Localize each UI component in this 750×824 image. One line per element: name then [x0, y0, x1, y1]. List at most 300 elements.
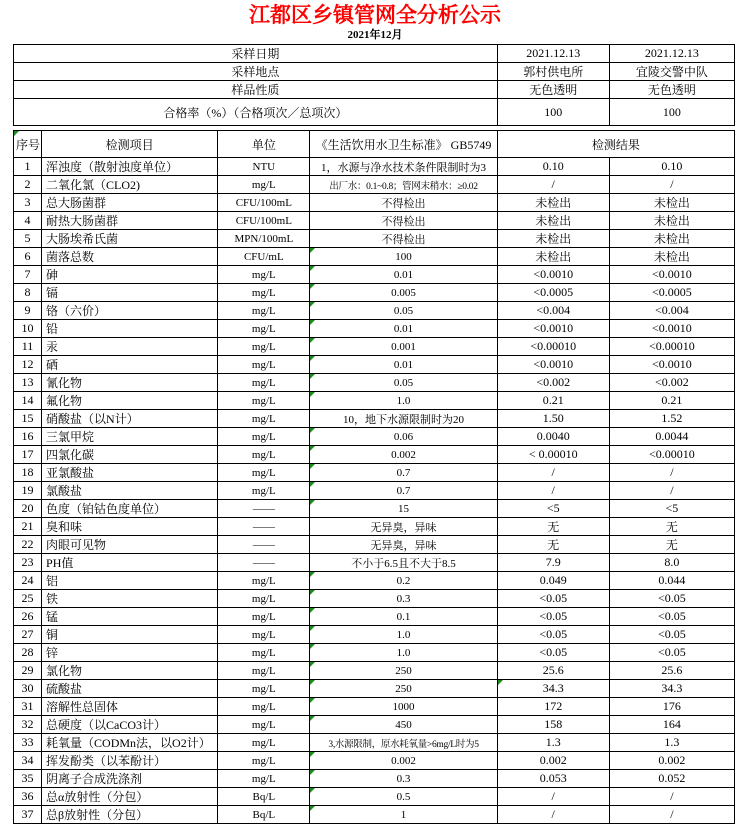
result-2-cell: <0.004 — [609, 302, 734, 320]
sampling-location-value-1: 郭村供电所 — [497, 63, 609, 81]
text-format-flag-icon — [310, 356, 315, 361]
summary-table — [13, 44, 735, 126]
row-no-cell: 24 — [14, 572, 42, 590]
item-name-cell: 大肠埃希氏菌 — [42, 230, 218, 248]
row-no-cell: 35 — [14, 770, 42, 788]
result-1-cell: < 0.00010 — [497, 446, 609, 464]
standard-cell: 10，地下水源限制时为20 — [310, 410, 497, 428]
result-2-cell: 0.002 — [609, 752, 734, 770]
text-format-flag-icon — [310, 572, 315, 577]
sampling-date-value-2: 2021.12.13 — [609, 45, 734, 63]
item-name-cell: PH值 — [42, 554, 218, 572]
standard-cell: 不小于6.5且不大于8.5 — [310, 554, 497, 572]
table-row — [14, 230, 735, 248]
row-no-cell: 18 — [14, 464, 42, 482]
row-no-cell: 26 — [14, 608, 42, 626]
text-format-flag-icon — [310, 608, 315, 613]
result-2-cell: 34.3 — [609, 680, 734, 698]
header-item: 检测项目 — [42, 131, 218, 158]
result-1-cell: 未检出 — [497, 248, 609, 266]
unit-cell: —— — [218, 500, 310, 518]
result-2-cell: <0.0010 — [609, 320, 734, 338]
table-row — [14, 716, 735, 734]
standard-cell: 1.0 — [310, 626, 497, 644]
item-name-cell: 耐热大肠菌群 — [42, 212, 218, 230]
result-1-cell: 未检出 — [497, 212, 609, 230]
item-name-cell: 溶解性总固体 — [42, 698, 218, 716]
text-format-flag-icon — [310, 248, 315, 253]
row-no-cell: 5 — [14, 230, 42, 248]
item-name-cell: 二氧化氯（CLO2) — [42, 176, 218, 194]
text-format-flag-icon — [310, 320, 315, 325]
standard-cell: 0.01 — [310, 356, 497, 374]
unit-cell: CFU/100mL — [218, 194, 310, 212]
item-name-cell: 氯酸盐 — [42, 482, 218, 500]
result-1-cell: <0.0010 — [497, 266, 609, 284]
item-name-cell: 硒 — [42, 356, 218, 374]
table-row — [14, 194, 735, 212]
item-name-cell: 汞 — [42, 338, 218, 356]
item-name-cell: 耗氧量（CODMn法，以O2计） — [42, 734, 218, 752]
unit-cell: mg/L — [218, 302, 310, 320]
row-no-cell: 15 — [14, 410, 42, 428]
result-1-cell: 1.3 — [497, 734, 609, 752]
row-no-cell: 27 — [14, 626, 42, 644]
standard-cell: 100 — [310, 248, 497, 266]
standard-cell: 0.7 — [310, 482, 497, 500]
row-no-cell: 7 — [14, 266, 42, 284]
table-row — [14, 392, 735, 410]
unit-cell: mg/L — [218, 590, 310, 608]
result-1-cell: / — [497, 176, 609, 194]
pass-rate-row — [14, 99, 735, 126]
row-no-cell: 33 — [14, 734, 42, 752]
text-format-flag-icon — [310, 302, 315, 307]
standard-cell: 无异臭，异味 — [310, 536, 497, 554]
table-row — [14, 302, 735, 320]
result-1-cell: 0.002 — [497, 752, 609, 770]
standard-cell: 0.002 — [310, 446, 497, 464]
pass-rate-value-1: 100 — [497, 99, 609, 126]
unit-cell: mg/L — [218, 752, 310, 770]
standard-cell: 0.1 — [310, 608, 497, 626]
results-table-body — [14, 158, 735, 824]
result-2-cell: <0.05 — [609, 590, 734, 608]
result-2-cell: 1.3 — [609, 734, 734, 752]
standard-cell: 0.01 — [310, 266, 497, 284]
unit-cell: mg/L — [218, 572, 310, 590]
result-2-cell: 1.52 — [609, 410, 734, 428]
unit-cell: mg/L — [218, 446, 310, 464]
text-format-flag-icon — [310, 662, 315, 667]
table-row — [14, 428, 735, 446]
result-1-cell: 1.50 — [497, 410, 609, 428]
row-no-cell: 10 — [14, 320, 42, 338]
item-name-cell: 色度（铂钴色度单位） — [42, 500, 218, 518]
result-1-cell: 无 — [497, 518, 609, 536]
unit-cell: mg/L — [218, 698, 310, 716]
text-format-flag-icon — [310, 644, 315, 649]
result-1-cell: / — [497, 788, 609, 806]
table-row — [14, 626, 735, 644]
result-2-cell: / — [609, 806, 734, 824]
item-name-cell: 菌落总数 — [42, 248, 218, 266]
text-format-flag-icon — [310, 482, 315, 487]
unit-cell: MPN/100mL — [218, 230, 310, 248]
unit-cell: mg/L — [218, 320, 310, 338]
row-no-cell: 1 — [14, 158, 42, 176]
standard-cell: 0.7 — [310, 464, 497, 482]
standard-cell: 1，水源与净水技术条件限制时为3 — [310, 158, 497, 176]
sample-nature-label: 样品性质 — [14, 81, 498, 99]
row-no-cell: 11 — [14, 338, 42, 356]
item-name-cell: 总硬度（以CaCO3计） — [42, 716, 218, 734]
row-no-cell: 23 — [14, 554, 42, 572]
table-row — [14, 536, 735, 554]
table-row — [14, 212, 735, 230]
text-format-flag-icon — [310, 392, 315, 397]
result-1-cell: 未检出 — [497, 230, 609, 248]
row-no-cell: 30 — [14, 680, 42, 698]
item-name-cell: 镉 — [42, 284, 218, 302]
item-name-cell: 氯化物 — [42, 662, 218, 680]
standard-cell: 0.002 — [310, 752, 497, 770]
table-row — [14, 518, 735, 536]
result-2-cell: / — [609, 176, 734, 194]
standard-cell: 0.3 — [310, 590, 497, 608]
result-2-cell: <0.0010 — [609, 356, 734, 374]
result-2-cell: 164 — [609, 716, 734, 734]
row-no-cell: 31 — [14, 698, 42, 716]
row-no-cell: 20 — [14, 500, 42, 518]
text-format-flag-icon — [310, 374, 315, 379]
row-no-cell: 9 — [14, 302, 42, 320]
table-row — [14, 464, 735, 482]
item-name-cell: 浑浊度（散射浊度单位） — [42, 158, 218, 176]
unit-cell: NTU — [218, 158, 310, 176]
result-1-cell: 0.0040 — [497, 428, 609, 446]
standard-cell: 0.05 — [310, 302, 497, 320]
row-no-cell: 22 — [14, 536, 42, 554]
unit-cell: —— — [218, 536, 310, 554]
result-2-cell: 未检出 — [609, 230, 734, 248]
table-row — [14, 284, 735, 302]
text-format-flag-icon — [310, 266, 315, 271]
item-name-cell: 挥发酚类（以苯酚计） — [42, 752, 218, 770]
sampling-location-value-2: 宜陵交警中队 — [609, 63, 734, 81]
result-1-cell: <0.05 — [497, 626, 609, 644]
pass-rate-label: 合格率（%）（合格项次／总项次） — [14, 99, 498, 126]
row-no-cell: 28 — [14, 644, 42, 662]
item-name-cell: 肉眼可见物 — [42, 536, 218, 554]
sample-nature-row — [14, 81, 735, 99]
standard-cell: 0.01 — [310, 320, 497, 338]
result-2-cell: <0.00010 — [609, 446, 734, 464]
result-1-cell: 0.053 — [497, 770, 609, 788]
unit-cell: mg/L — [218, 680, 310, 698]
result-1-cell: 158 — [497, 716, 609, 734]
table-row — [14, 266, 735, 284]
standard-cell: 450 — [310, 716, 497, 734]
unit-cell: mg/L — [218, 464, 310, 482]
table-row — [14, 338, 735, 356]
item-name-cell: 硝酸盐（以N计） — [42, 410, 218, 428]
table-row — [14, 500, 735, 518]
row-no-cell: 6 — [14, 248, 42, 266]
result-2-cell: 未检出 — [609, 248, 734, 266]
unit-cell: Bq/L — [218, 806, 310, 824]
item-name-cell: 锰 — [42, 608, 218, 626]
text-format-flag-icon — [310, 338, 315, 343]
result-1-cell: 0.049 — [497, 572, 609, 590]
item-name-cell: 硫酸盐 — [42, 680, 218, 698]
row-no-cell: 36 — [14, 788, 42, 806]
item-name-cell: 阴离子合成洗涤剂 — [42, 770, 218, 788]
standard-cell: 250 — [310, 662, 497, 680]
result-1-cell: <0.05 — [497, 644, 609, 662]
standard-cell: 3,水源限制，原水耗氧量>6mg/L时为5 — [310, 734, 497, 752]
result-1-cell: 未检出 — [497, 194, 609, 212]
table-row — [14, 572, 735, 590]
standard-cell: 0.001 — [310, 338, 497, 356]
result-1-cell: <0.00010 — [497, 338, 609, 356]
item-name-cell: 铅 — [42, 320, 218, 338]
result-1-cell: 34.3 — [497, 680, 609, 698]
unit-cell: CFU/mL — [218, 248, 310, 266]
result-2-cell: <0.002 — [609, 374, 734, 392]
text-format-flag-icon — [310, 626, 315, 631]
table-row — [14, 680, 735, 698]
standard-cell: 15 — [310, 500, 497, 518]
text-format-flag-icon — [310, 806, 315, 811]
sample-nature-value-2: 无色透明 — [609, 81, 734, 99]
text-format-flag-icon — [310, 770, 315, 775]
unit-cell: Bq/L — [218, 788, 310, 806]
table-row — [14, 248, 735, 266]
row-no-cell: 3 — [14, 194, 42, 212]
text-format-flag-icon — [310, 698, 315, 703]
pass-rate-value-2: 100 — [609, 99, 734, 126]
unit-cell: mg/L — [218, 410, 310, 428]
result-1-cell: / — [497, 482, 609, 500]
result-2-cell: <0.0005 — [609, 284, 734, 302]
result-2-cell: 无 — [609, 518, 734, 536]
header-result: 检测结果 — [497, 131, 734, 158]
result-1-cell: 0.21 — [497, 392, 609, 410]
result-1-cell: <0.05 — [497, 590, 609, 608]
item-name-cell: 氰化物 — [42, 374, 218, 392]
sampling-location-label: 采样地点 — [14, 63, 498, 81]
unit-cell: mg/L — [218, 428, 310, 446]
result-2-cell: <0.05 — [609, 608, 734, 626]
row-no-cell: 4 — [14, 212, 42, 230]
standard-cell: 1 — [310, 806, 497, 824]
table-row — [14, 356, 735, 374]
sampling-date-label: 采样日期 — [14, 45, 498, 63]
result-2-cell: <5 — [609, 500, 734, 518]
header-no: 序号 — [14, 131, 42, 158]
result-1-cell: <0.0005 — [497, 284, 609, 302]
table-row — [14, 608, 735, 626]
item-name-cell: 铝 — [42, 572, 218, 590]
result-1-cell: 无 — [497, 536, 609, 554]
result-1-cell: / — [497, 806, 609, 824]
unit-cell: mg/L — [218, 374, 310, 392]
item-name-cell: 锌 — [42, 644, 218, 662]
table-row — [14, 320, 735, 338]
row-no-cell: 16 — [14, 428, 42, 446]
table-row — [14, 590, 735, 608]
result-1-cell: <0.0010 — [497, 320, 609, 338]
standard-cell: 不得检出 — [310, 212, 497, 230]
table-row — [14, 752, 735, 770]
table-row — [14, 446, 735, 464]
item-name-cell: 亚氯酸盐 — [42, 464, 218, 482]
text-format-flag-icon — [310, 590, 315, 595]
row-no-cell: 21 — [14, 518, 42, 536]
result-2-cell: <0.00010 — [609, 338, 734, 356]
result-2-cell: <0.0010 — [609, 266, 734, 284]
page-title: 江都区乡镇管网全分析公示 — [249, 4, 501, 27]
table-row — [14, 770, 735, 788]
table-row — [14, 482, 735, 500]
sampling-location-row — [14, 63, 735, 81]
table-row — [14, 806, 735, 824]
unit-cell: mg/L — [218, 770, 310, 788]
table-row — [14, 662, 735, 680]
result-1-cell: <0.002 — [497, 374, 609, 392]
row-no-cell: 14 — [14, 392, 42, 410]
text-format-flag-icon — [310, 446, 315, 451]
result-2-cell: 0.0044 — [609, 428, 734, 446]
row-no-cell: 34 — [14, 752, 42, 770]
unit-cell: —— — [218, 518, 310, 536]
standard-cell: 出厂水：0.1~0.8；管网末稍水：≥0.02 — [310, 176, 497, 194]
item-name-cell: 总α放射性（分包） — [42, 788, 218, 806]
results-header-row — [14, 131, 735, 158]
unit-cell: mg/L — [218, 644, 310, 662]
unit-cell: mg/L — [218, 608, 310, 626]
header-unit: 单位 — [218, 131, 310, 158]
standard-cell: 1.0 — [310, 644, 497, 662]
unit-cell: mg/L — [218, 338, 310, 356]
report-month: 2021年12月 — [347, 29, 403, 41]
table-row — [14, 644, 735, 662]
text-format-flag-icon — [310, 716, 315, 721]
result-2-cell: <0.05 — [609, 626, 734, 644]
unit-cell: mg/L — [218, 716, 310, 734]
item-name-cell: 氟化物 — [42, 392, 218, 410]
row-no-cell: 25 — [14, 590, 42, 608]
result-2-cell: 0.052 — [609, 770, 734, 788]
unit-cell: mg/L — [218, 356, 310, 374]
item-name-cell: 总β放射性（分包） — [42, 806, 218, 824]
standard-cell: 0.06 — [310, 428, 497, 446]
text-format-flag-icon — [310, 428, 315, 433]
result-2-cell: 25.6 — [609, 662, 734, 680]
table-row — [14, 698, 735, 716]
row-no-cell: 13 — [14, 374, 42, 392]
item-name-cell: 总大肠菌群 — [42, 194, 218, 212]
row-no-cell: 19 — [14, 482, 42, 500]
row-no-cell: 29 — [14, 662, 42, 680]
unit-cell: mg/L — [218, 626, 310, 644]
result-1-cell: / — [497, 464, 609, 482]
result-1-cell: 25.6 — [497, 662, 609, 680]
result-2-cell: / — [609, 788, 734, 806]
result-2-cell: 无 — [609, 536, 734, 554]
table-row — [14, 158, 735, 176]
unit-cell: CFU/100mL — [218, 212, 310, 230]
standard-cell: 0.5 — [310, 788, 497, 806]
unit-cell: mg/L — [218, 734, 310, 752]
standard-cell: 不得检出 — [310, 230, 497, 248]
table-row — [14, 734, 735, 752]
standard-cell: 0.2 — [310, 572, 497, 590]
text-format-flag-icon — [14, 131, 19, 136]
text-format-flag-icon — [310, 680, 315, 685]
item-name-cell: 砷 — [42, 266, 218, 284]
unit-cell: mg/L — [218, 482, 310, 500]
text-format-flag-icon — [310, 500, 315, 505]
result-1-cell: 172 — [497, 698, 609, 716]
text-format-flag-icon — [498, 680, 503, 685]
result-2-cell: 0.044 — [609, 572, 734, 590]
item-name-cell: 臭和味 — [42, 518, 218, 536]
sample-nature-value-1: 无色透明 — [497, 81, 609, 99]
row-no-cell: 37 — [14, 806, 42, 824]
text-format-flag-icon — [310, 464, 315, 469]
table-row — [14, 554, 735, 572]
item-name-cell: 铬（六价） — [42, 302, 218, 320]
result-1-cell: <5 — [497, 500, 609, 518]
result-1-cell: <0.0010 — [497, 356, 609, 374]
result-1-cell: <0.05 — [497, 608, 609, 626]
header-standard: 《生活饮用水卫生标准》 GB5749 — [310, 131, 497, 158]
result-2-cell: / — [609, 482, 734, 500]
result-2-cell: 0.21 — [609, 392, 734, 410]
table-row — [14, 410, 735, 428]
table-row — [14, 176, 735, 194]
results-table — [13, 130, 735, 824]
item-name-cell: 四氯化碳 — [42, 446, 218, 464]
result-2-cell: 未检出 — [609, 194, 734, 212]
text-format-flag-icon — [310, 284, 315, 289]
item-name-cell: 三氯甲烷 — [42, 428, 218, 446]
text-format-flag-icon — [310, 788, 315, 793]
result-2-cell: / — [609, 464, 734, 482]
standard-cell: 无异臭，异味 — [310, 518, 497, 536]
result-1-cell: 7.9 — [497, 554, 609, 572]
standard-cell: 0.3 — [310, 770, 497, 788]
result-2-cell: 0.10 — [609, 158, 734, 176]
row-no-cell: 8 — [14, 284, 42, 302]
item-name-cell: 铁 — [42, 590, 218, 608]
standard-cell: 不得检出 — [310, 194, 497, 212]
unit-cell: mg/L — [218, 392, 310, 410]
sampling-date-row — [14, 45, 735, 63]
unit-cell: mg/L — [218, 266, 310, 284]
unit-cell: mg/L — [218, 284, 310, 302]
item-name-cell: 铜 — [42, 626, 218, 644]
result-2-cell: 8.0 — [609, 554, 734, 572]
unit-cell: mg/L — [218, 176, 310, 194]
row-no-cell: 32 — [14, 716, 42, 734]
row-no-cell: 17 — [14, 446, 42, 464]
unit-cell: —— — [218, 554, 310, 572]
standard-cell: 1.0 — [310, 392, 497, 410]
standard-cell: 1000 — [310, 698, 497, 716]
